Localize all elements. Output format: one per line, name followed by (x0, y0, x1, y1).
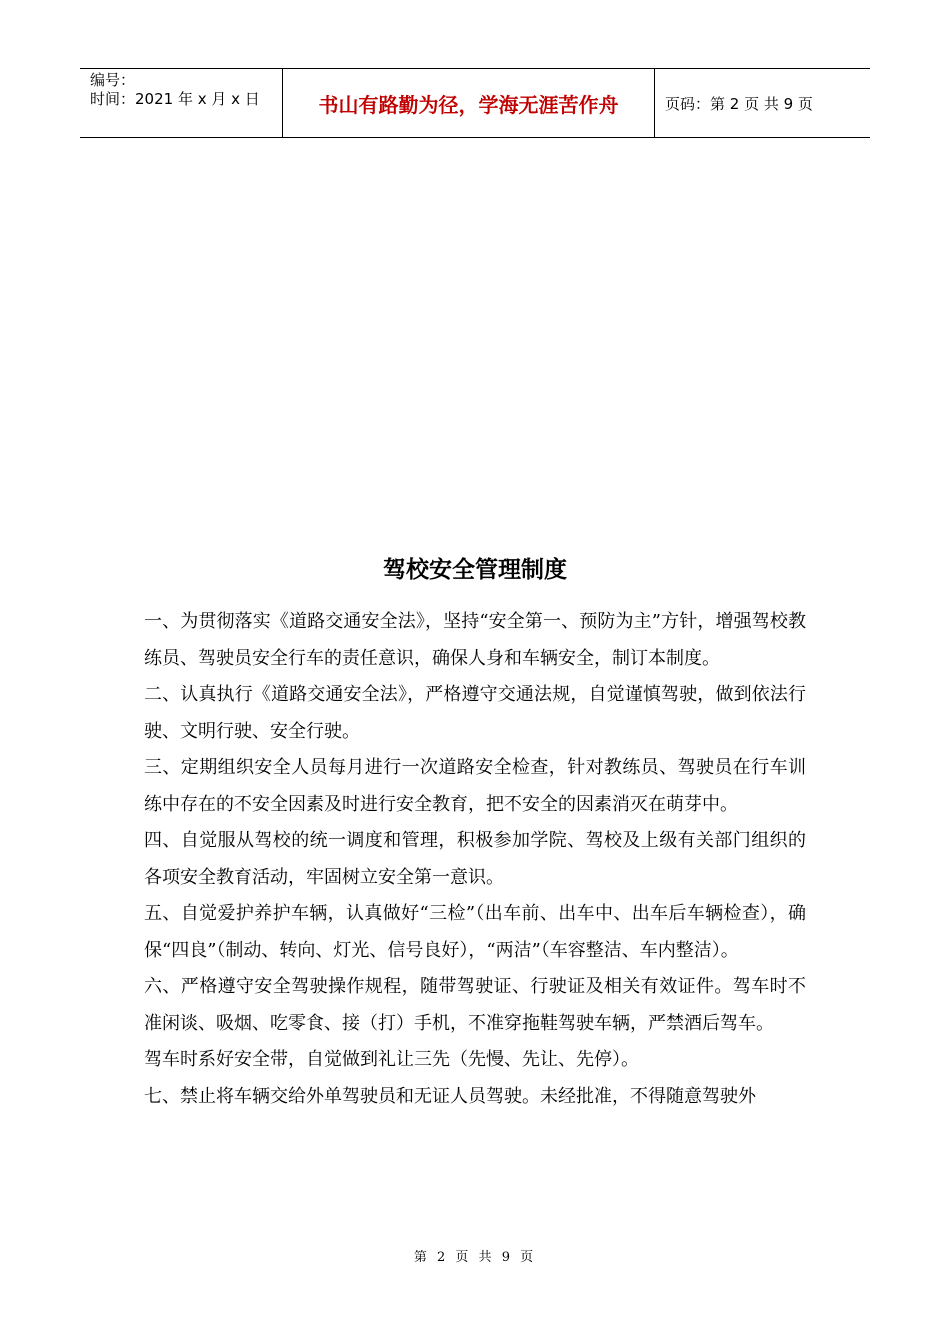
document-title: 驾校安全管理制度 (383, 557, 567, 583)
paragraph-1: 一、为贯彻落实《道路交通安全法》，坚持“安全第一、预防为主”方针，增强驾校教练员、驾驶员安全行车的责任意识，确保人身和车辆安全，制订本制度。 (144, 611, 806, 669)
paragraph-6: 六、严格遵守安全驾驶操作规程，随带驾驶证、行驶证及相关有效证件。驾车时不准闲谈、吸烟、吃零食、接（打）手机，不准穿拖鞋驾驶车辆，严禁酒后驾车。 (144, 976, 806, 1034)
paragraph-2: 二、认真执行《道路交通安全法》，严格遵守交通法规，自觉谨慎驾驶，做到依法行驶、文明行驶、安全行驶。 (144, 684, 806, 742)
page-header (80, 68, 870, 138)
document-date: 时间：2021 年 x 月 x 日 (90, 90, 260, 108)
header-motto: 书山有路勤为径，学海无涯苦作舟 (282, 69, 655, 137)
document-body (144, 604, 806, 1115)
paragraph-8: 七、禁止将车辆交给外单驾驶员和无证人员驾驶。未经批准，不得随意驾驶外 (144, 1085, 756, 1107)
header-page-code: 页码：第 2 页 共 9 页 (665, 94, 813, 113)
paragraph-4: 四、自觉服从驾校的统一调度和管理，积极参加学院、驾校及上级有关部门组织的各项安全教育活动，牢固树立安全第一意识。 (144, 830, 806, 888)
paragraph-5: 五、自觉爱护养护车辆，认真做好“三检”（出车前、出车中、出车后车辆检查），确保“四良”（制动、转向、灯光、信号良好），“两洁”（车容整洁、车内整洁）。 (144, 903, 806, 961)
page-footer: 第 2 页 共 9 页 (413, 1250, 537, 1265)
document-number-label: 编号： (90, 71, 136, 89)
paragraph-3: 三、定期组织安全人员每月进行一次道路安全检查，针对教练员、驾驶员在行车训练中存在的不安全因素及时进行安全教育，把不安全的因素消灭在萌芽中。 (144, 757, 806, 815)
paragraph-7: 驾车时系好安全带，自觉做到礼让三先（先慢、先让、先停）。 (144, 1049, 639, 1070)
header-meta (80, 69, 282, 137)
